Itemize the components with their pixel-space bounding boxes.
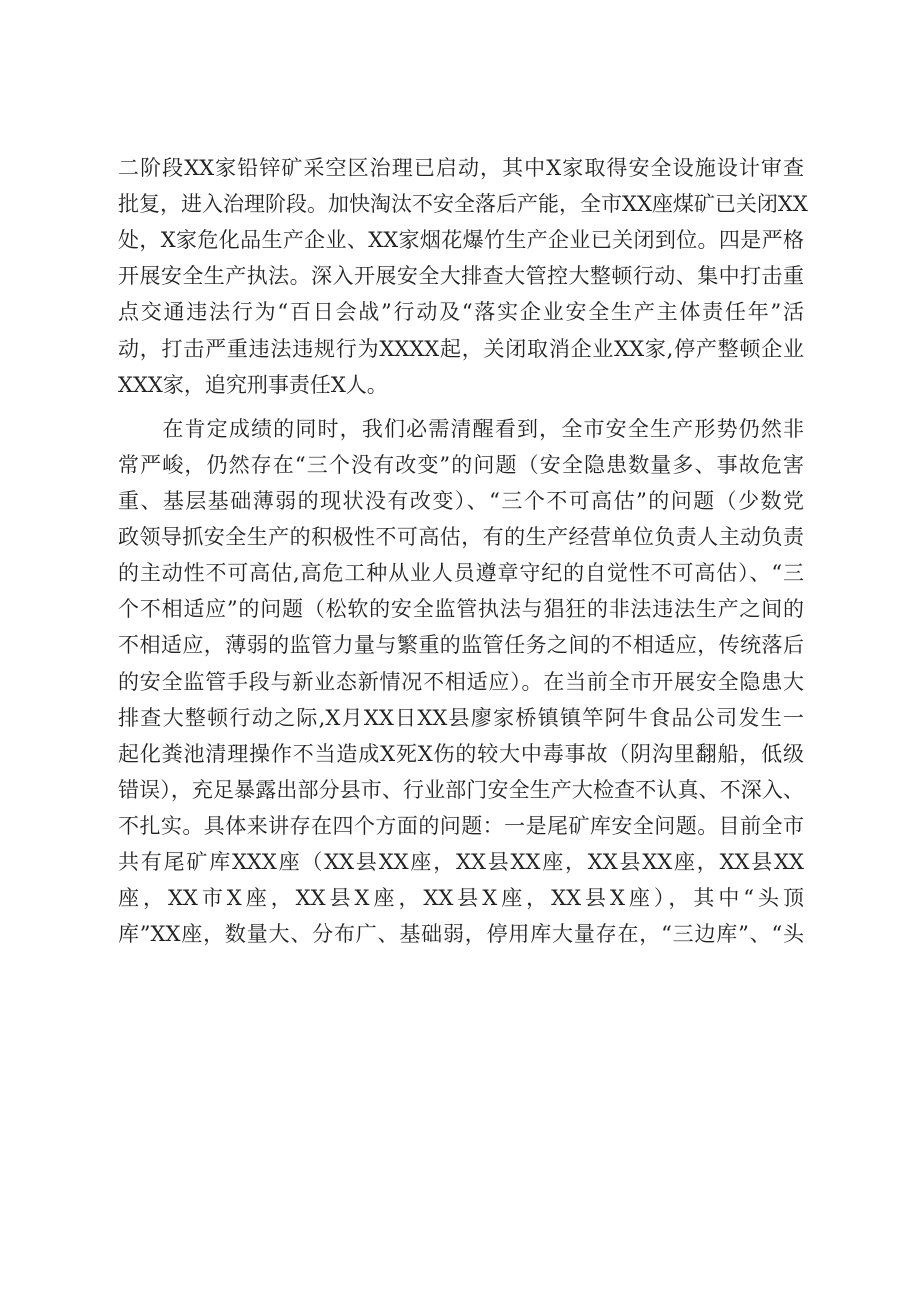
text-line: 个不相适应”的问题（松软的安全监管执法与猖狂的非法违法生产之间的 [118,597,804,622]
paragraph-1 [118,150,808,403]
text-line: XXX家，追究刑事责任X人。 [118,372,388,397]
text-line: 起化粪池清理操作不当造成X死X伤的较大中毒事故（阴沟里翻船，低级 [118,741,804,766]
text-line: 批复，进入治理阶段。加快淘汰不安全落后产能，全市XX座煤矿已关闭XX [118,192,808,217]
paragraph-gap [118,403,804,411]
body-text [118,150,808,952]
text-line: 开展安全生产执法。深入开展安全大排查大管控大整顿行动、集中打击重 [118,264,804,289]
text-line: 点交通违法行为“百日会战”行动及“落实企业安全生产主体责任年”活 [118,300,804,325]
text-line: 共有尾矿库XXX座（XX县XX座，XX县XX座，XX县XX座，XX县XX [118,850,804,875]
text-line: 政领导抓安全生产的积极性不可高估，有的生产经营单位负责人主动负责 [118,525,804,550]
text-line: 不相适应，薄弱的监管力量与繁重的监管任务之间的不相适应，传统落后 [118,633,804,658]
text-line: 座，XX市X座，XX县X座，XX县X座，XX县X座），其中“头顶 [118,886,804,911]
text-line: 处，X家危化品生产企业、XX家烟花爆竹生产企业已关闭到位。四是严格 [118,228,804,253]
text-line: 二阶段XX家铅锌矿采空区治理已启动，其中X家取得安全设施设计审查 [118,156,804,180]
text-line: 常严峻，仍然存在“三个没有改变”的问题（安全隐患数量多、事故危害 [118,452,804,477]
text-line: 的主动性不可高估,高危工种从业人员遵章守纪的自觉性不可高估）、“三 [118,561,804,586]
text-line: 动，打击严重违法违规行为XXXX起，关闭取消企业XX家,停产整顿企业 [118,336,804,361]
text-line: 排查大整顿行动之际,X月XX日XX县廖家桥镇镇竿阿牛食品公司发生一 [118,705,804,730]
text-line: 不扎实。具体来讲存在四个方面的问题：一是尾矿库安全问题。目前全市 [118,813,804,838]
text-line: 错误），充足暴露出部分县市、行业部门安全生产大检查不认真、不深入、 [118,777,804,802]
text-line: 重、基层基础薄弱的现状没有改变）、“三个不可高估”的问题（少数党 [118,488,804,513]
text-line: 库”XX座，数量大、分布广、基础弱，停用库大量存在，“三边库”、“头 [118,922,804,947]
text-line: 在肯定成绩的同时，我们必需清醒看到，全市安全生产形势仍然非 [118,416,804,441]
text-line: 的安全监管手段与新业态新情况不相适应）。在当前全市开展安全隐患大 [118,669,804,694]
paragraph-2 [118,411,804,953]
